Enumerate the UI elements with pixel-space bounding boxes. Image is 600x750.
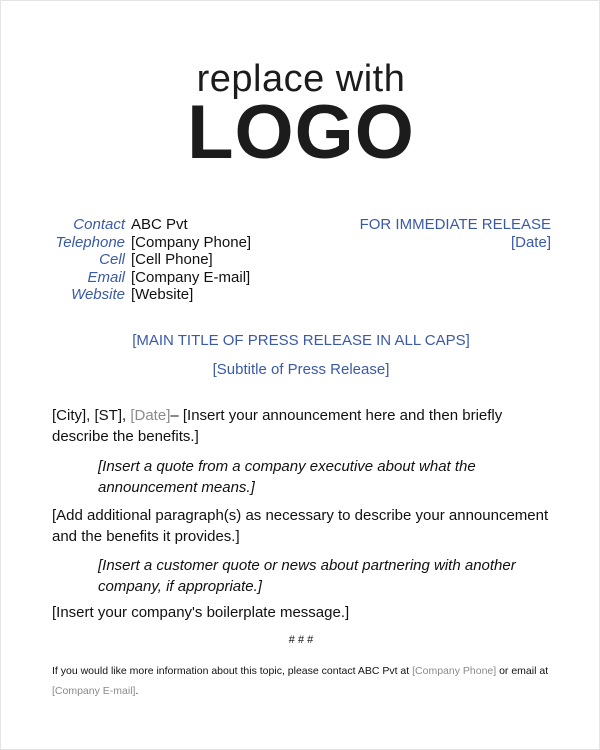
email-value: [Company E-mail] <box>131 268 251 286</box>
email-label: Email <box>87 268 125 286</box>
announcement-text: – [Insert your announcement here and then briefly describe the benefits.] <box>52 407 503 445</box>
main-title: [MAIN TITLE OF PRESS RELEASE IN ALL CAPS] <box>132 332 470 349</box>
email-row <box>21 269 251 287</box>
executive-quote: [Insert a quote from a company executive about what the announcement means.] <box>98 458 476 496</box>
release-block <box>360 216 551 251</box>
telephone-row <box>21 234 251 252</box>
subtitle: [Subtitle of Press Release] <box>212 361 390 378</box>
date-placeholder: [Date] <box>130 407 171 424</box>
telephone-label: Telephone <box>55 233 125 251</box>
contact-block <box>21 216 251 304</box>
cell-value: [Cell Phone] <box>131 251 213 268</box>
website-row <box>21 286 251 304</box>
release-date: [Date] <box>510 233 551 251</box>
website-value: [Website] <box>131 286 194 303</box>
announcement-paragraph <box>52 405 552 447</box>
additional-paragraph: [Add additional paragraph(s) as necessary to describe your announcement and the benefits it provides.] <box>52 507 549 545</box>
boilerplate-paragraph: [Insert your company's boilerplate message.] <box>52 604 350 621</box>
release-notice: FOR IMMEDIATE RELEASE <box>359 216 551 233</box>
footer-text-3: . <box>135 685 139 697</box>
contact-row <box>21 216 251 234</box>
telephone-value: [Company Phone] <box>131 233 252 251</box>
cell-row <box>21 251 251 269</box>
logo-placeholder-line1: replace with <box>196 58 406 100</box>
footer-contact-note <box>52 661 552 701</box>
footer-email: [Company E-mail] <box>52 685 136 697</box>
contact-label: Contact <box>73 216 125 233</box>
website-label: Website <box>71 286 125 303</box>
logo-placeholder-line2: LOGO <box>187 90 415 175</box>
cell-label: Cell <box>99 251 125 268</box>
contact-value: ABC Pvt <box>131 216 188 233</box>
footer-phone: [Company Phone] <box>412 665 497 677</box>
end-marker: # # # <box>288 634 314 646</box>
location-text: [City], [ST], <box>52 407 131 424</box>
footer-text-1: If you would like more information about this topic, please contact ABC Pvt at <box>52 665 413 677</box>
customer-quote: [Insert a customer quote or news about partnering with another company, if appropriate.] <box>98 557 516 595</box>
footer-text-2: or email at <box>496 665 549 677</box>
